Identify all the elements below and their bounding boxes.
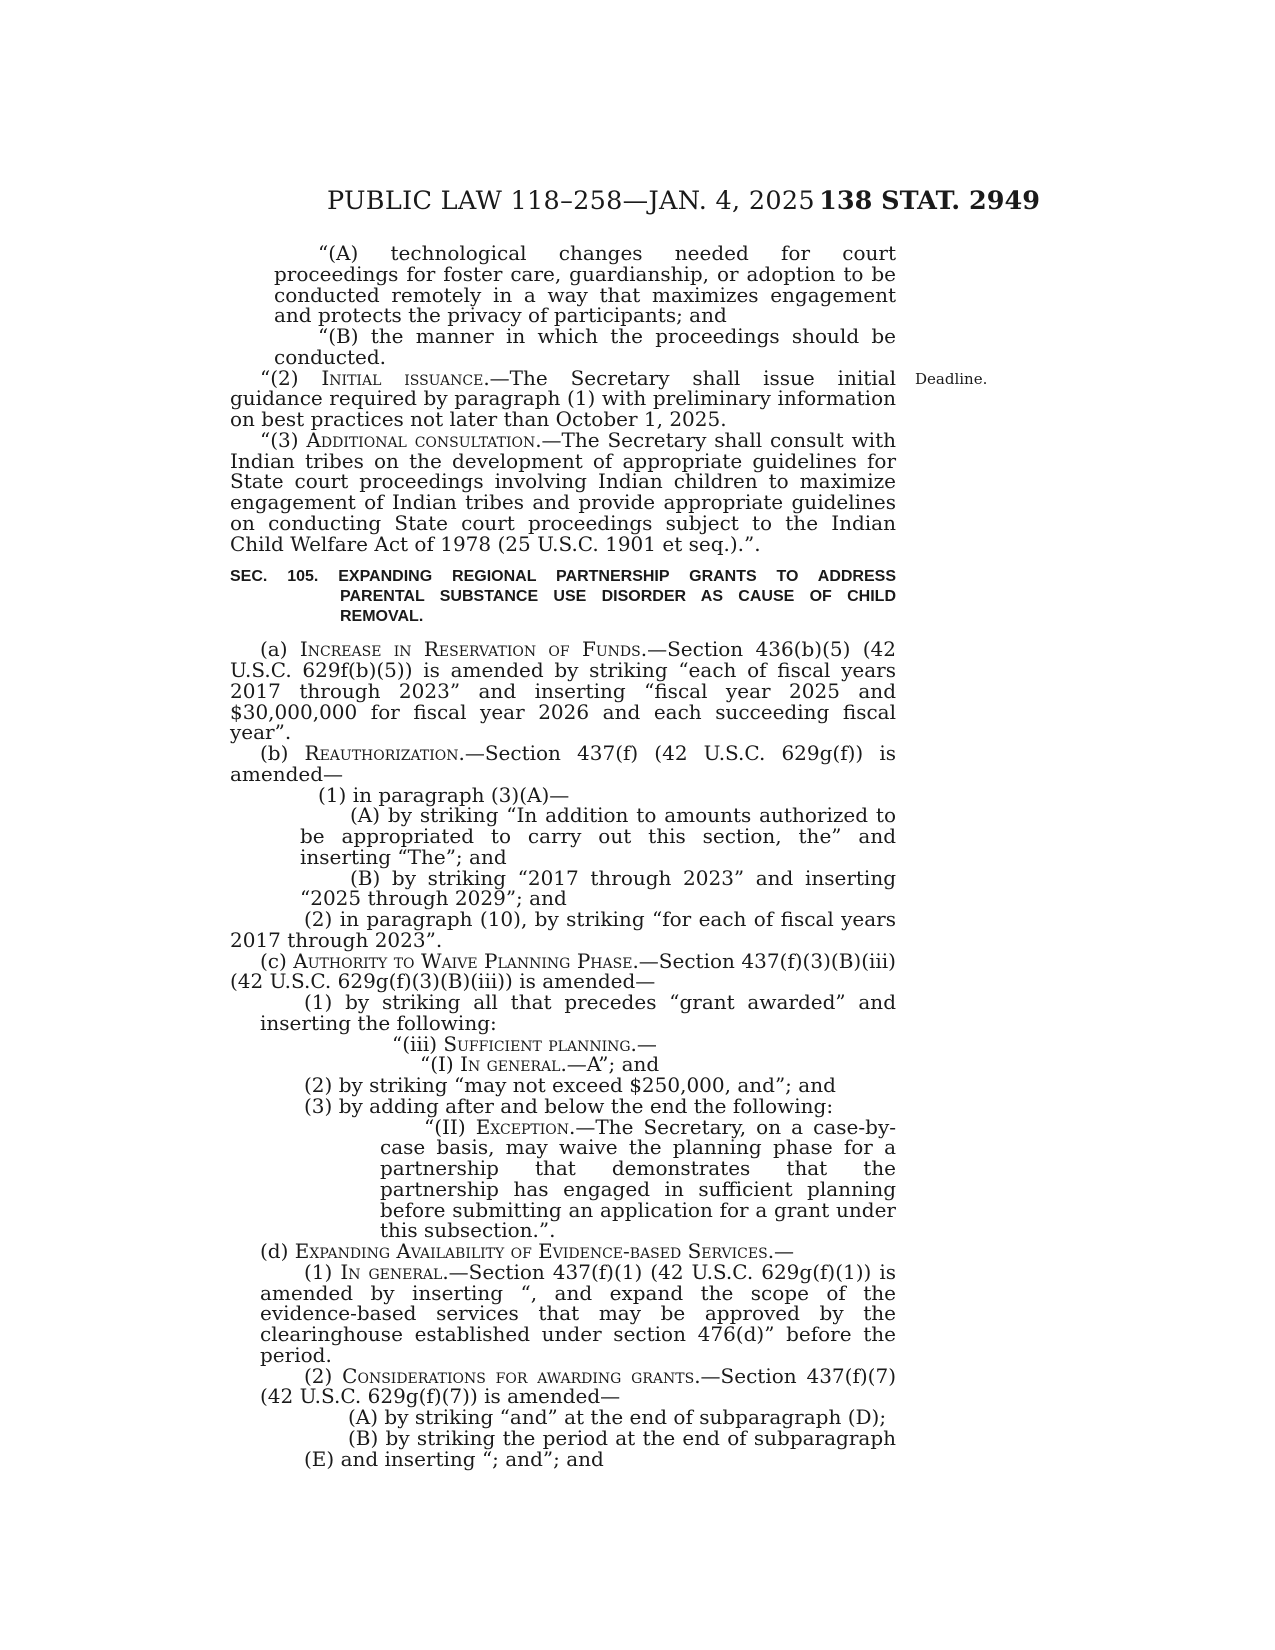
page-header bbox=[0, 186, 1275, 226]
subsection-d-item-2B: (B) by striking the period at the end of subparagraph (E) and inserting “; and”; and bbox=[304, 1425, 896, 1471]
subsection-d: (d) Expanding Availability of Evidence-based Services.— bbox=[260, 1239, 795, 1263]
section-heading-line1: SEC. 105. EXPANDING REGIONAL PARTNERSHIP GRANTS TO ADDRESS bbox=[230, 568, 896, 586]
subsection-a: (a) Increase in Reservation of Funds.—Section 436(b)(5) (42 U.S.C. 629f(b)(5)) is amended by striking “each of fiscal years 2017 through 2023” and inserting “fiscal year 2025 and $30,000,000 for fiscal year 2026 and each succeeding fiscal year”. bbox=[230, 637, 897, 745]
subsection-b-item-1B: (B) by striking “2017 through 2023” and inserting “2025 through 2029”; and bbox=[300, 865, 896, 911]
paragraph-initial-issuance: “(2) Initial issuance.—The Secretary shall issue initial guidance required by paragraph (1) with preliminary information on best practices not later than October 1, 2025. bbox=[230, 365, 896, 431]
subsection-c: (c) Authority to Waive Planning Phase.—Section 437(f)(3)(B)(iii) (42 U.S.C. 629g(f)(3)(B)(iii)) is amended— bbox=[230, 948, 896, 994]
subsection-b-item-1: (1) in paragraph (3)(A)— bbox=[318, 782, 570, 807]
subsection-b-item-2: (2) in paragraph (10), by striking “for each of fiscal years 2017 through 2023”. bbox=[230, 907, 896, 952]
statute-page-number: 138 STAT. 2949 bbox=[819, 186, 1040, 216]
clause-A-technological: “(A) technological changes needed for court proceedings for foster care, guardianship, or adoption to be conducted remotely in a way that maximizes engagement and protects the privacy of participants; and bbox=[274, 241, 896, 328]
subsection-b-item-1A: (A) by striking “In addition to amounts authorized to be appropriated to carry out this section, the” and inserting “The”; and bbox=[300, 803, 896, 869]
subsection-d-item-1: (1) In general.—Section 437(f)(1) (42 U.S.C. 629g(f)(1)) is amended by inserting “, and expand the scope of the evidence-based services that may be approved by the clearinghouse established under section 476(d)” before the period. bbox=[260, 1259, 897, 1367]
margin-note-deadline: Deadline. bbox=[915, 370, 988, 388]
subsection-d-item-2: (2) Considerations for awarding grants.—Section 437(f)(7) (42 U.S.C. 629g(f)(7)) is amended— bbox=[260, 1363, 896, 1409]
clause-B-manner: “(B) the manner in which the proceedings should be conducted. bbox=[274, 324, 896, 369]
subsection-c-I-in-general: “(I) In general.—A”; and bbox=[420, 1052, 660, 1077]
section-105-heading bbox=[230, 567, 896, 627]
subsection-c-item-3: (3) by adding after and below the end the following: bbox=[304, 1093, 834, 1118]
subsection-b: (b) Reauthorization.—Section 437(f) (42 U.S.C. 629g(f)) is amended— bbox=[230, 741, 896, 786]
subsection-c-II-exception: “(II) Exception.—The Secretary, on a case-by-case basis, may waive the planning phase for a partnership that demonstrates that the partnership has engaged in sufficient planning before submitting an application for a grant under this subsection.”. bbox=[380, 1114, 896, 1243]
paragraph-additional-consultation: “(3) Additional consultation.—The Secretary shall consult with Indian tribes on the development of appropriate guidelines for State court proceedings involving Indian children to maximize engagement of Indian tribes and provide appropriate guidelines on conducting State court proceedings subject to the Indian Child Welfare Act of 1978 (25 U.S.C. 1901 et seq.).”. bbox=[230, 427, 896, 556]
subsection-c-iii-sufficient-planning: “(iii) Sufficient planning.— bbox=[392, 1031, 657, 1056]
subsection-d-item-2A: (A) by striking “and” at the end of subparagraph (D); bbox=[348, 1405, 887, 1429]
law-citation: PUBLIC LAW 118–258—JAN. 4, 2025 bbox=[327, 186, 815, 216]
subsection-c-item-2: (2) by striking “may not exceed $250,000, and”; and bbox=[304, 1073, 836, 1097]
section-heading-line2: PARENTAL SUBSTANCE USE DISORDER AS CAUSE OF CHILD REMOVAL. bbox=[340, 588, 896, 626]
subsection-c-item-1: (1) by striking all that precedes “grant awarded” and inserting the following: bbox=[260, 990, 896, 1035]
document-body bbox=[230, 243, 896, 1469]
